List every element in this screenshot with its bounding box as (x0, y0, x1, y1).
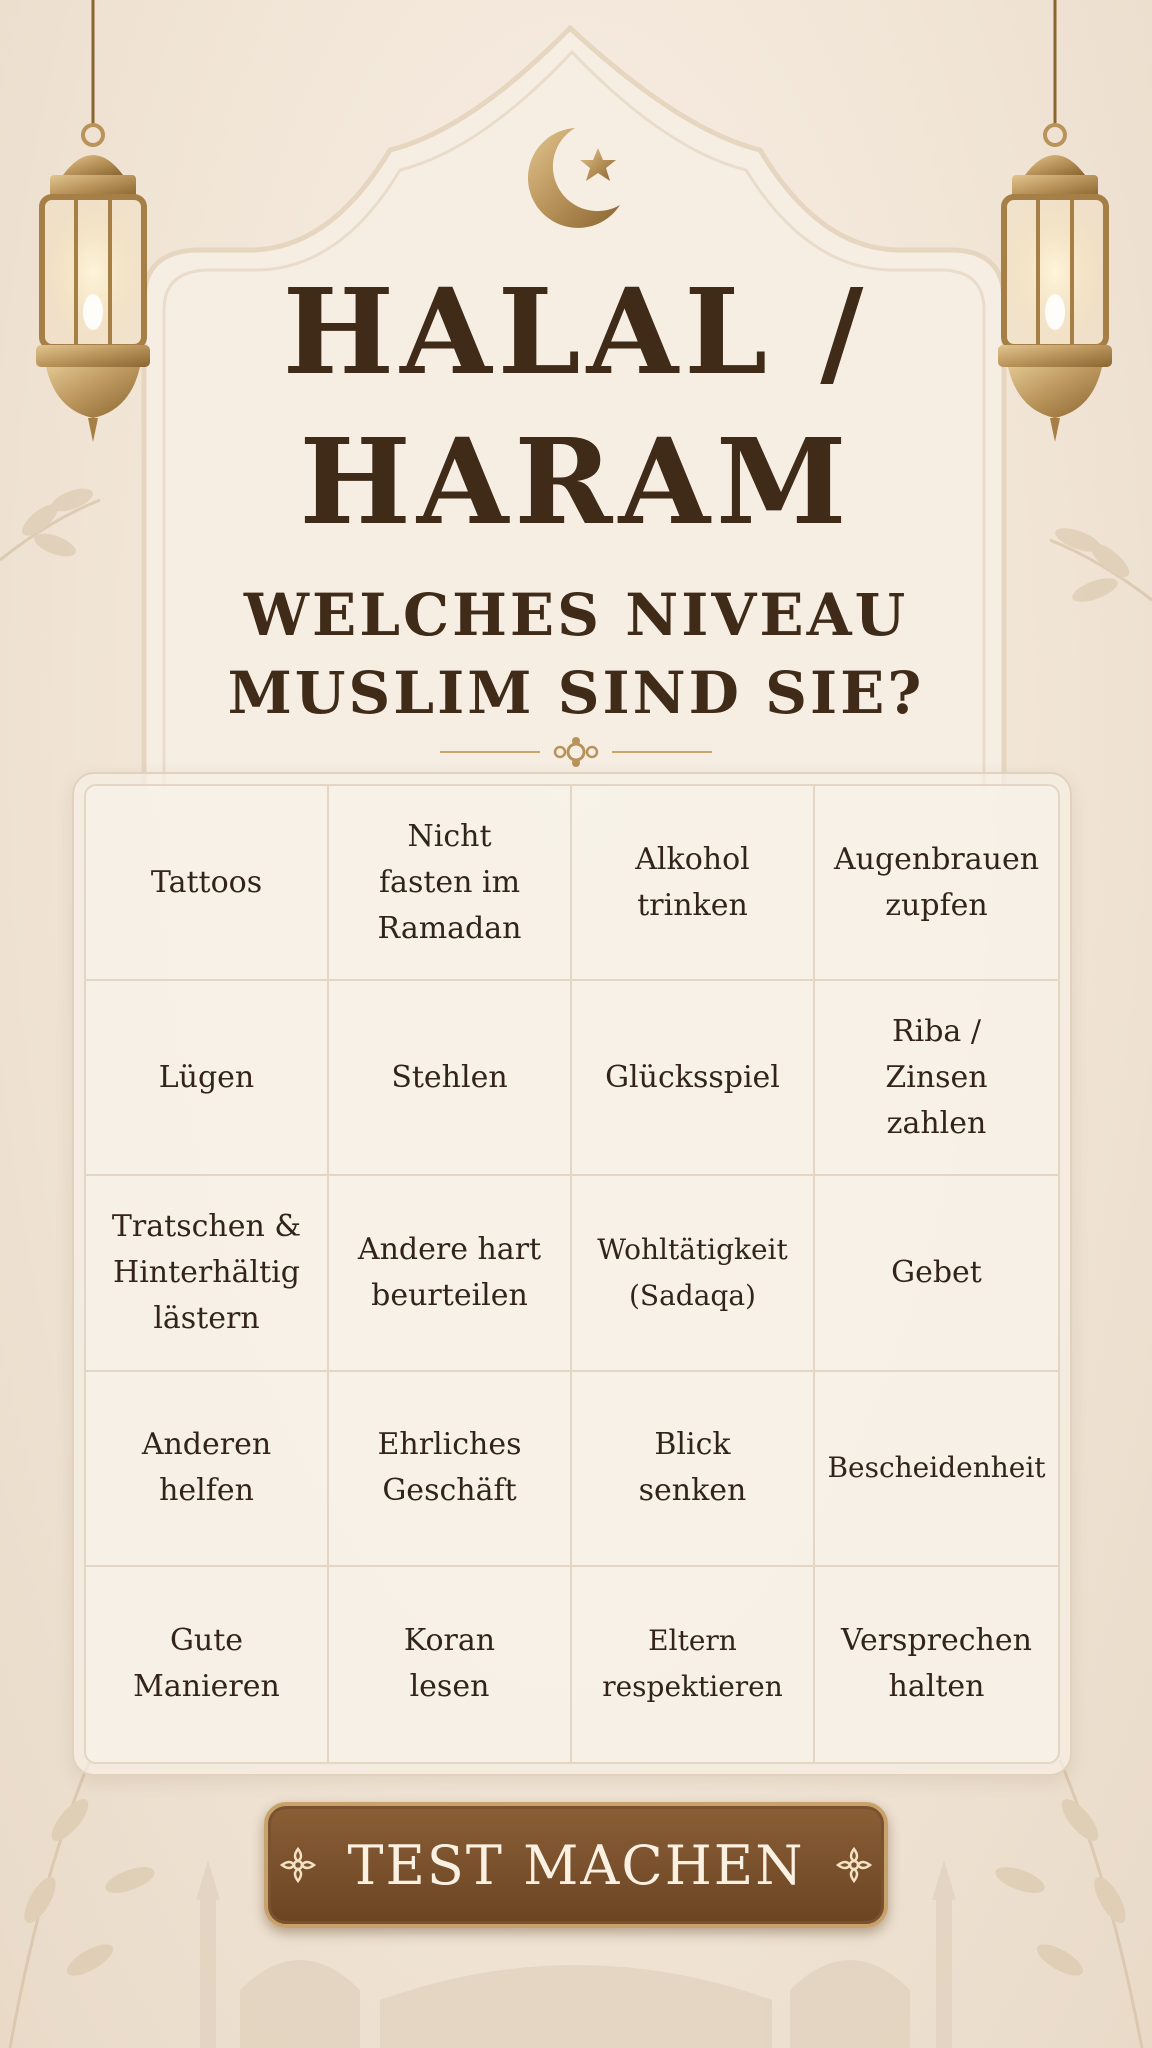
behavior-grid (84, 784, 1060, 1764)
grid-cell-luegen[interactable]: Lügen (86, 981, 329, 1176)
grid-cell-alkohol[interactable]: Alkohol trinken (572, 786, 815, 981)
grid-cell-wohltaetigkeit[interactable]: Wohltätigkeit (Sadaqa) (572, 1176, 815, 1371)
grid-cell-augenbrauen[interactable]: Augenbrauen zupfen (815, 786, 1058, 981)
grid-cell-tattoos[interactable]: Tattoos (86, 786, 329, 981)
grid-cell-bescheidenheit[interactable]: Bescheidenheit (815, 1372, 1058, 1567)
grid-cell-versprechen-halten[interactable]: Versprechen halten (815, 1567, 1058, 1762)
test-machen-button[interactable] (264, 1802, 888, 1928)
flower-ornament-icon (834, 1845, 874, 1885)
flower-ornament-icon (278, 1845, 318, 1885)
behavior-grid-card (72, 772, 1072, 1776)
subtitle-line1: WELCHES NIVEAU (243, 581, 909, 649)
grid-cell-riba[interactable]: Riba / Zinsen zahlen (815, 981, 1058, 1176)
grid-cell-anderen-helfen[interactable]: Anderen helfen (86, 1372, 329, 1567)
grid-cell-andere-beurteilen[interactable]: Andere hart beurteilen (329, 1176, 572, 1371)
grid-cell-gebet[interactable]: Gebet (815, 1176, 1058, 1371)
page-title-line2: HARAM (299, 412, 853, 551)
grid-cell-ehrliches-geschaeft[interactable]: Ehrliches Geschäft (329, 1372, 572, 1567)
grid-cell-nicht-fasten[interactable]: Nicht fasten im Ramadan (329, 786, 572, 981)
grid-cell-blick-senken[interactable]: Blick senken (572, 1372, 815, 1567)
grid-cell-koran-lesen[interactable]: Koran lesen (329, 1567, 572, 1762)
grid-cell-gute-manieren[interactable]: Gute Manieren (86, 1567, 329, 1762)
subtitle-line2: MUSLIM SIND SIE? (227, 659, 925, 727)
grid-cell-tratschen[interactable]: Tratschen & Hinterhältig lästern (86, 1176, 329, 1371)
grid-cell-eltern-respektieren[interactable]: Eltern respektieren (572, 1567, 815, 1762)
grid-cell-gluecksspiel[interactable]: Glücksspiel (572, 981, 815, 1176)
page-title-line1: HALAL / (282, 262, 870, 401)
grid-cell-stehlen[interactable]: Stehlen (329, 981, 572, 1176)
test-machen-label: TEST MACHEN (347, 1833, 805, 1897)
